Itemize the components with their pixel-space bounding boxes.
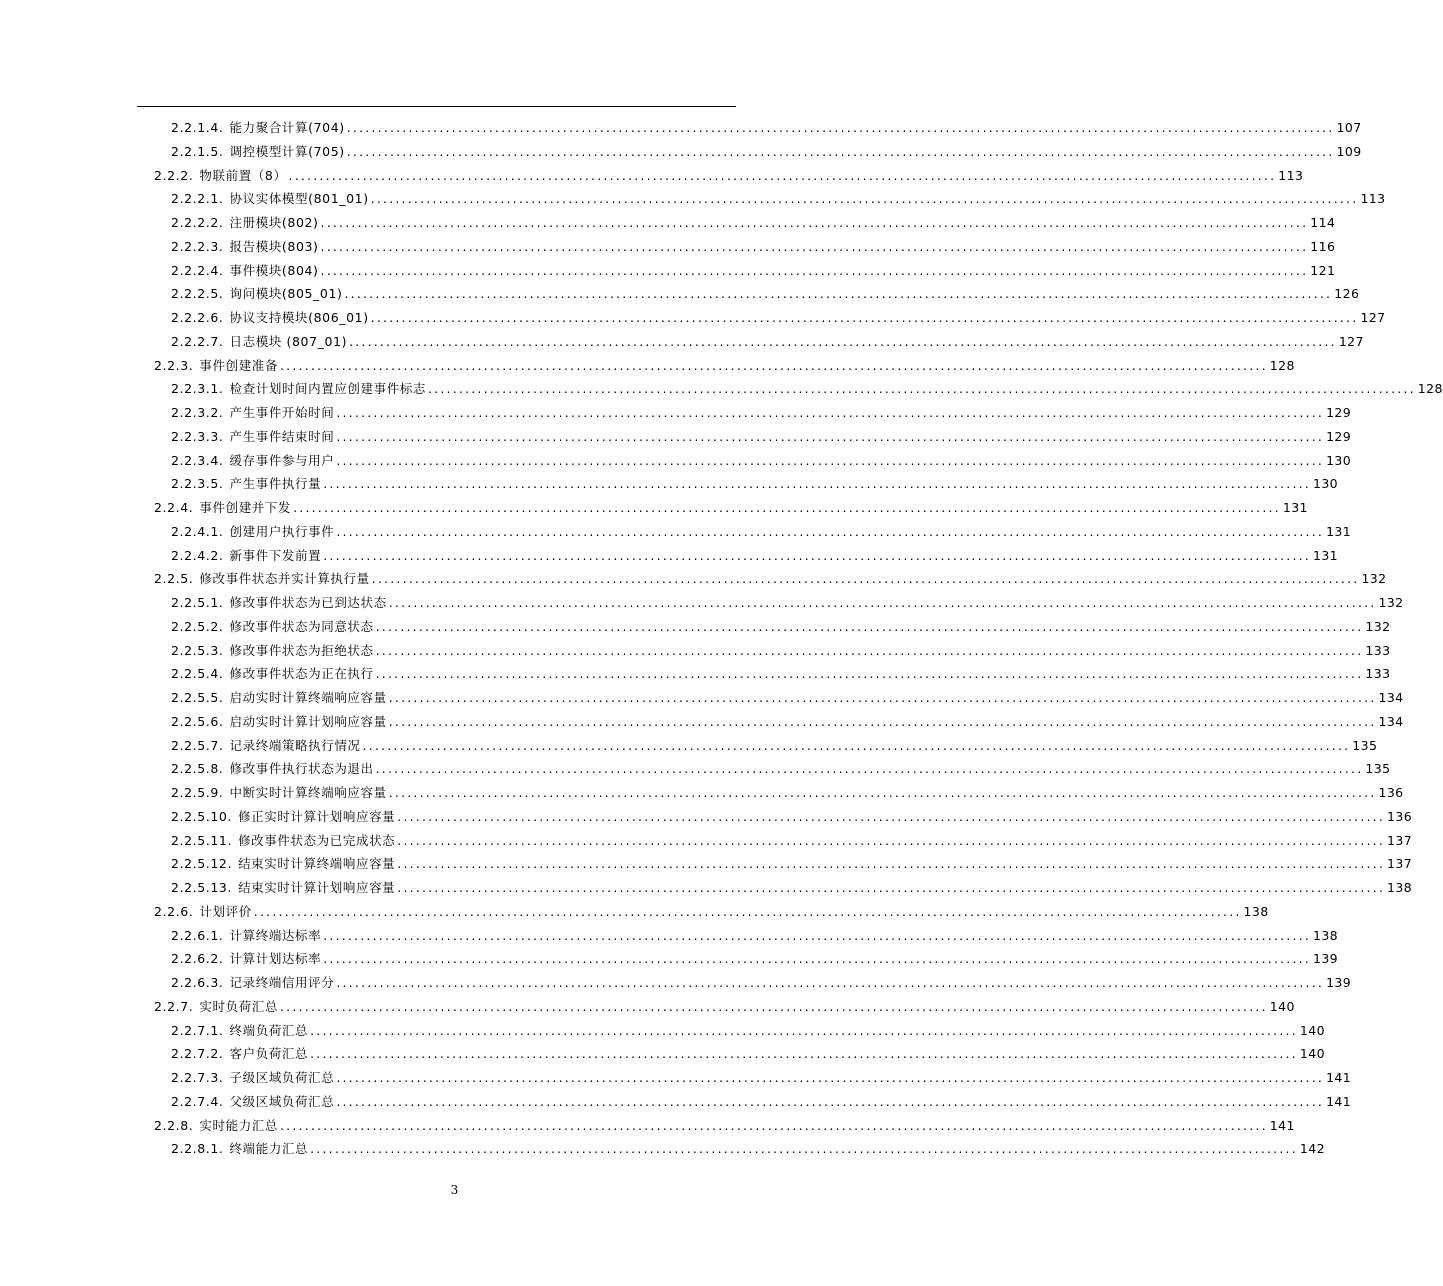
toc-dot-leader: ................................................................................................................................................................ bbox=[280, 357, 1268, 373]
toc-entry-number: 2.2.2. bbox=[154, 167, 194, 183]
toc-entry-page: 130 bbox=[1326, 452, 1352, 468]
toc-entry-title: 终端负荷汇总 bbox=[229, 1022, 309, 1038]
toc-entry[interactable] bbox=[171, 1068, 1352, 1088]
toc-entry[interactable] bbox=[154, 902, 1269, 922]
toc-entry[interactable] bbox=[171, 332, 1364, 352]
toc-entry[interactable] bbox=[171, 379, 1443, 399]
toc-entry-title: 实时能力汇总 bbox=[199, 1117, 278, 1133]
toc-entry-title: 结束实时计算终端响应容量 bbox=[238, 856, 396, 872]
toc-entry[interactable] bbox=[171, 403, 1352, 423]
toc-entry-number: 2.2.7.2. bbox=[171, 1046, 224, 1062]
toc-entry-page: 137 bbox=[1387, 856, 1413, 872]
toc-entry-page: 114 bbox=[1310, 215, 1336, 230]
toc-entry-page: 109 bbox=[1336, 143, 1362, 159]
toc-entry-title: 计算终端达标率 bbox=[229, 927, 322, 943]
toc-dot-leader: ................................................................................................................................................................ bbox=[336, 405, 1325, 420]
toc-dot-leader: ................................................................................................................................................................ bbox=[320, 215, 1309, 230]
toc-dot-leader: ................................................................................................................................................................ bbox=[336, 428, 1325, 444]
toc-entry[interactable] bbox=[171, 878, 1413, 898]
toc-entry-page: 138 bbox=[1387, 880, 1413, 895]
toc-entry-title: 产生事件开始时间 bbox=[229, 405, 335, 420]
toc-entry-number: 2.2.4.1. bbox=[171, 523, 224, 539]
toc-entry[interactable] bbox=[171, 1021, 1325, 1041]
toc-dot-leader: ................................................................................................................................................................ bbox=[253, 903, 1242, 919]
toc-entry[interactable] bbox=[171, 854, 1413, 874]
toc-dot-leader: ................................................................................................................................................................ bbox=[323, 547, 1311, 563]
toc-entry[interactable] bbox=[171, 712, 1404, 732]
toc-entry[interactable] bbox=[154, 569, 1387, 589]
toc-entry-page: 126 bbox=[1334, 286, 1360, 302]
toc-entry-number: 2.2.2.6. bbox=[171, 310, 224, 325]
toc-entry[interactable] bbox=[154, 356, 1295, 376]
toc-entry[interactable] bbox=[171, 688, 1404, 708]
toc-dot-leader: ................................................................................................................................................................ bbox=[310, 1046, 1298, 1062]
toc-dot-leader: ................................................................................................................................................................ bbox=[388, 785, 1377, 800]
toc-entry-number: 2.2.6.1. bbox=[171, 927, 224, 943]
toc-entry[interactable] bbox=[154, 997, 1295, 1017]
toc-entry-title: 修改事件执行状态为退出 bbox=[229, 761, 374, 777]
toc-entry-page: 132 bbox=[1378, 595, 1404, 610]
toc-entry-page: 136 bbox=[1387, 808, 1413, 824]
toc-entry[interactable] bbox=[171, 973, 1352, 993]
toc-entry-title: 事件创建准备 bbox=[199, 357, 278, 373]
toc-entry-title: 启动实时计算计划响应容量 bbox=[229, 713, 387, 729]
toc-entry-number: 2.2.1.5. bbox=[171, 143, 224, 159]
toc-dot-leader: ................................................................................................................................................................ bbox=[344, 286, 1333, 302]
toc-entry-number: 2.2.4. bbox=[154, 500, 194, 515]
toc-entry-number: 2.2.5.4. bbox=[171, 666, 224, 682]
toc-dot-leader: ................................................................................................................................................................ bbox=[320, 262, 1309, 278]
toc-entry-title: 产生事件执行量 bbox=[229, 476, 322, 492]
toc-entry[interactable] bbox=[171, 1092, 1352, 1112]
toc-entry[interactable] bbox=[171, 926, 1339, 946]
toc-dot-leader: ................................................................................................................................................................ bbox=[323, 951, 1311, 967]
toc-entry-number: 2.2.5.12. bbox=[171, 856, 233, 872]
toc-entry-page: 137 bbox=[1387, 832, 1413, 848]
toc-entry-page: 107 bbox=[1336, 120, 1362, 135]
toc-entry[interactable] bbox=[171, 617, 1391, 637]
toc-entry-number: 2.2.5.2. bbox=[171, 618, 224, 634]
toc-entry[interactable] bbox=[171, 783, 1404, 803]
toc-dot-leader: ................................................................................................................................................................ bbox=[397, 856, 1386, 872]
toc-entry-title: 父级区域负荷汇总 bbox=[229, 1093, 335, 1109]
toc-entry-title: 客户负荷汇总 bbox=[229, 1046, 309, 1062]
toc-dot-leader: ................................................................................................................................................................ bbox=[323, 476, 1311, 492]
toc-entry[interactable] bbox=[171, 949, 1339, 969]
toc-entry-title: 新事件下发前置 bbox=[229, 547, 322, 563]
toc-entry-title: 协议实体模型(801_01) bbox=[229, 191, 369, 207]
toc-dot-leader: ................................................................................................................................................................ bbox=[388, 595, 1377, 610]
toc-entry[interactable] bbox=[154, 166, 1304, 186]
toc-dot-leader: ................................................................................................................................................................ bbox=[280, 1117, 1268, 1133]
toc-entry[interactable] bbox=[171, 807, 1413, 827]
toc-entry[interactable] bbox=[171, 142, 1362, 162]
toc-dot-leader: ................................................................................................................................................................ bbox=[397, 880, 1386, 895]
toc-entry-number: 2.2.3.3. bbox=[171, 428, 224, 444]
toc-entry-number: 2.2.2.5. bbox=[171, 286, 224, 302]
toc-entry[interactable] bbox=[171, 664, 1391, 684]
toc-entry-number: 2.2.8. bbox=[154, 1117, 194, 1133]
toc-entry-number: 2.2.5.10. bbox=[171, 808, 233, 824]
toc-entry-page: 129 bbox=[1326, 428, 1352, 444]
toc-entry-title: 中断实时计算终端响应容量 bbox=[229, 785, 387, 800]
toc-entry[interactable] bbox=[171, 474, 1339, 494]
toc-entry-number: 2.2.5.3. bbox=[171, 642, 224, 658]
toc-dot-leader: ................................................................................................................................................................ bbox=[375, 642, 1364, 658]
toc-entry-title: 修正实时计算计划响应容量 bbox=[238, 808, 396, 824]
toc-entry-number: 2.2.1.4. bbox=[171, 120, 224, 135]
toc-entry-page: 132 bbox=[1361, 571, 1387, 587]
toc-entry-title: 实时负荷汇总 bbox=[199, 998, 278, 1014]
toc-dot-leader: ................................................................................................................................................................ bbox=[288, 167, 1277, 183]
toc-dot-leader: ................................................................................................................................................................ bbox=[323, 927, 1311, 943]
toc-entry-title: 修改事件状态为正在执行 bbox=[229, 666, 374, 682]
toc-entry-page: 141 bbox=[1326, 1093, 1352, 1109]
toc-entry-page: 127 bbox=[1338, 333, 1364, 349]
toc-dot-leader: ................................................................................................................................................................ bbox=[362, 737, 1351, 753]
toc-entry[interactable] bbox=[171, 831, 1413, 851]
toc-dot-leader: ................................................................................................................................................................ bbox=[336, 1070, 1325, 1085]
toc-entry-number: 2.2.7.1. bbox=[171, 1022, 224, 1038]
toc-entry[interactable] bbox=[171, 261, 1336, 281]
toc-entry[interactable] bbox=[154, 1116, 1295, 1136]
toc-entry-number: 2.2.2.1. bbox=[171, 191, 224, 207]
toc-entry-number: 2.2.3.4. bbox=[171, 452, 224, 468]
toc-entry-page: 134 bbox=[1378, 713, 1404, 729]
toc-entry-number: 2.2.2.4. bbox=[171, 262, 224, 278]
toc-entry-title: 计算计划达标率 bbox=[229, 951, 322, 967]
toc-entry-title: 修改事件状态为同意状态 bbox=[229, 618, 374, 634]
toc-entry[interactable] bbox=[171, 451, 1352, 471]
toc-entry-number: 2.2.5.11. bbox=[171, 832, 233, 848]
toc-dot-leader: ................................................................................................................................................................ bbox=[336, 523, 1325, 539]
toc-entry-title: 报告模块(803) bbox=[229, 238, 319, 254]
toc-entry[interactable] bbox=[171, 522, 1352, 542]
toc-entry-title: 修改事件状态并实计算执行量 bbox=[199, 571, 370, 587]
toc-entry[interactable] bbox=[171, 1044, 1325, 1064]
toc-entry-page: 121 bbox=[1310, 262, 1336, 278]
toc-dot-leader: ................................................................................................................................................................ bbox=[370, 191, 1359, 207]
toc-entry-number: 2.2.4.2. bbox=[171, 547, 224, 563]
toc-entry-page: 133 bbox=[1365, 642, 1391, 658]
toc-entry-page: 131 bbox=[1282, 500, 1308, 515]
toc-entry-title: 创建用户执行事件 bbox=[229, 523, 335, 539]
toc-entry-page: 140 bbox=[1299, 1046, 1325, 1062]
toc-entry-title: 修改事件状态为拒绝状态 bbox=[229, 642, 374, 658]
toc-entry-page: 134 bbox=[1378, 690, 1404, 705]
toc-entry-page: 113 bbox=[1278, 167, 1304, 183]
toc-entry[interactable] bbox=[171, 308, 1386, 328]
toc-dot-leader: ................................................................................................................................................................ bbox=[397, 808, 1386, 824]
toc-dot-leader: ................................................................................................................................................................ bbox=[370, 310, 1359, 325]
toc-entry-number: 2.2.5.7. bbox=[171, 737, 224, 753]
toc-dot-leader: ................................................................................................................................................................ bbox=[375, 618, 1364, 634]
toc-entry[interactable] bbox=[171, 189, 1386, 209]
toc-entry-number: 2.2.3.5. bbox=[171, 476, 224, 492]
toc-entry-page: 131 bbox=[1312, 547, 1339, 563]
toc-dot-leader: ................................................................................................................................................................ bbox=[310, 1022, 1298, 1038]
toc-entry-number: 2.2.5.8. bbox=[171, 761, 224, 777]
toc-entry-page: 113 bbox=[1360, 191, 1386, 207]
toc-dot-leader: ................................................................................................................................................................ bbox=[293, 500, 1281, 515]
toc-entry-number: 2.2.5.5. bbox=[171, 690, 224, 705]
toc-dot-leader: ................................................................................................................................................................ bbox=[336, 975, 1325, 990]
toc-entry-number: 2.2.5.13. bbox=[171, 880, 233, 895]
toc-dot-leader: ................................................................................................................................................................ bbox=[388, 713, 1377, 729]
toc-entry-page: 129 bbox=[1326, 405, 1352, 420]
toc-dot-leader: ................................................................................................................................................................ bbox=[280, 998, 1268, 1014]
toc-entry-page: 135 bbox=[1365, 761, 1391, 777]
toc-entry[interactable] bbox=[171, 118, 1362, 138]
toc-entry-number: 2.2.5.9. bbox=[171, 785, 224, 800]
toc-entry-number: 2.2.3. bbox=[154, 357, 194, 373]
toc-entry-number: 2.2.5.6. bbox=[171, 713, 224, 729]
toc-entry-title: 协议支持模块(806_01) bbox=[229, 310, 369, 325]
toc-entry-title: 调控模型计算(705) bbox=[229, 143, 345, 159]
toc-dot-leader: ................................................................................................................................................................ bbox=[388, 690, 1377, 705]
toc-entry[interactable] bbox=[171, 759, 1391, 779]
toc-entry-number: 2.2.2.2. bbox=[171, 215, 224, 230]
toc-entry-title: 计划评价 bbox=[199, 903, 252, 919]
toc-entry-title: 产生事件结束时间 bbox=[229, 428, 335, 444]
toc-entry[interactable] bbox=[171, 593, 1404, 613]
toc-dot-leader: ................................................................................................................................................................ bbox=[349, 333, 1337, 349]
toc-entry-title: 询问模块(805_01) bbox=[229, 286, 343, 302]
toc-entry-page: 139 bbox=[1312, 951, 1339, 967]
toc-entry-page: 133 bbox=[1365, 666, 1391, 682]
toc-entry-number: 2.2.5.1. bbox=[171, 595, 224, 610]
header-rule bbox=[137, 106, 736, 107]
toc-entry-page: 138 bbox=[1243, 903, 1269, 919]
toc-entry[interactable] bbox=[171, 284, 1360, 304]
toc-entry-page: 141 bbox=[1326, 1070, 1352, 1085]
toc-entry-page: 139 bbox=[1326, 975, 1352, 990]
toc-entry-title: 检查计划时间内置应创建事件标志 bbox=[229, 381, 427, 397]
toc-dot-leader: ................................................................................................................................................................ bbox=[310, 1141, 1298, 1157]
toc-entry[interactable] bbox=[154, 498, 1308, 518]
toc-entry-page: 140 bbox=[1299, 1022, 1325, 1038]
toc-entry[interactable] bbox=[171, 213, 1336, 233]
toc-entry-title: 注册模块(802) bbox=[229, 215, 319, 230]
toc-entry-page: 116 bbox=[1310, 238, 1336, 254]
toc-entry-title: 事件创建并下发 bbox=[199, 500, 292, 515]
toc-entry-number: 2.2.7.3. bbox=[171, 1070, 224, 1085]
toc-entry-number: 2.2.7. bbox=[154, 998, 194, 1014]
toc-dot-leader: ................................................................................................................................................................ bbox=[375, 666, 1364, 682]
toc-entry-number: 2.2.7.4. bbox=[171, 1093, 224, 1109]
toc-entry-number: 2.2.3.2. bbox=[171, 405, 224, 420]
toc-entry-page: 136 bbox=[1378, 785, 1404, 800]
toc-entry[interactable] bbox=[171, 427, 1352, 447]
toc-entry-page: 142 bbox=[1299, 1141, 1325, 1157]
toc-entry-title: 终端能力汇总 bbox=[229, 1141, 309, 1157]
toc-dot-leader: ................................................................................................................................................................ bbox=[336, 1093, 1325, 1109]
toc-entry-title: 缓存事件参与用户 bbox=[229, 452, 335, 468]
toc-entry-page: 131 bbox=[1326, 523, 1352, 539]
toc-entry-number: 2.2.6.3. bbox=[171, 975, 224, 990]
toc-entry[interactable] bbox=[171, 237, 1336, 257]
toc-entry-number: 2.2.5. bbox=[154, 571, 194, 587]
toc-entry-title: 能力聚合计算(704) bbox=[229, 120, 345, 135]
page-number: 3 bbox=[450, 1183, 459, 1197]
toc-entry-title: 修改事件状态为已完成状态 bbox=[238, 832, 396, 848]
toc-entry-page: 132 bbox=[1365, 618, 1391, 634]
toc-entry-page: 141 bbox=[1269, 1117, 1295, 1133]
toc-entry-page: 128 bbox=[1417, 381, 1443, 397]
toc-dot-leader: ................................................................................................................................................................ bbox=[371, 571, 1360, 587]
toc-entry[interactable] bbox=[171, 641, 1391, 661]
toc-entry-title: 子级区域负荷汇总 bbox=[229, 1070, 335, 1085]
toc-dot-leader: ................................................................................................................................................................ bbox=[336, 452, 1325, 468]
toc-entry-page: 130 bbox=[1312, 476, 1339, 492]
toc-entry-title: 日志模块 (807_01) bbox=[229, 333, 348, 349]
toc-entry-title: 记录终端信用评分 bbox=[229, 975, 335, 990]
toc-entry-title: 物联前置（8） bbox=[199, 167, 287, 183]
toc-entry-page: 128 bbox=[1269, 357, 1295, 373]
toc-dot-leader: ................................................................................................................................................................ bbox=[397, 832, 1386, 848]
toc-entry-title: 修改事件状态为已到达状态 bbox=[229, 595, 387, 610]
toc-entry-title: 启动实时计算终端响应容量 bbox=[229, 690, 387, 705]
toc-dot-leader: ................................................................................................................................................................ bbox=[346, 120, 1335, 135]
toc-entry-number: 2.2.6.2. bbox=[171, 951, 224, 967]
toc-entry-page: 127 bbox=[1360, 310, 1386, 325]
toc-entry-number: 2.2.2.3. bbox=[171, 238, 224, 254]
toc-entry-title: 记录终端策略执行情况 bbox=[229, 737, 361, 753]
toc-dot-leader: ................................................................................................................................................................ bbox=[428, 381, 1416, 397]
toc-dot-leader: ................................................................................................................................................................ bbox=[320, 238, 1309, 254]
toc-entry[interactable] bbox=[171, 546, 1339, 566]
toc-entry[interactable] bbox=[171, 736, 1378, 756]
toc-entry-page: 140 bbox=[1269, 998, 1295, 1014]
toc-dot-leader: ................................................................................................................................................................ bbox=[346, 143, 1335, 159]
toc-entry-number: 2.2.3.1. bbox=[171, 381, 224, 397]
toc-entry-number: 2.2.6. bbox=[154, 903, 194, 919]
toc-entry[interactable] bbox=[171, 1139, 1325, 1159]
toc-entry-title: 事件模块(804) bbox=[229, 262, 319, 278]
toc-entry-number: 2.2.2.7. bbox=[171, 333, 224, 349]
toc-entry-page: 135 bbox=[1352, 737, 1378, 753]
toc-entry-page: 138 bbox=[1312, 927, 1339, 943]
toc-dot-leader: ................................................................................................................................................................ bbox=[375, 761, 1364, 777]
toc-entry-title: 结束实时计算计划响应容量 bbox=[238, 880, 396, 895]
toc-entry-number: 2.2.8.1. bbox=[171, 1141, 224, 1157]
